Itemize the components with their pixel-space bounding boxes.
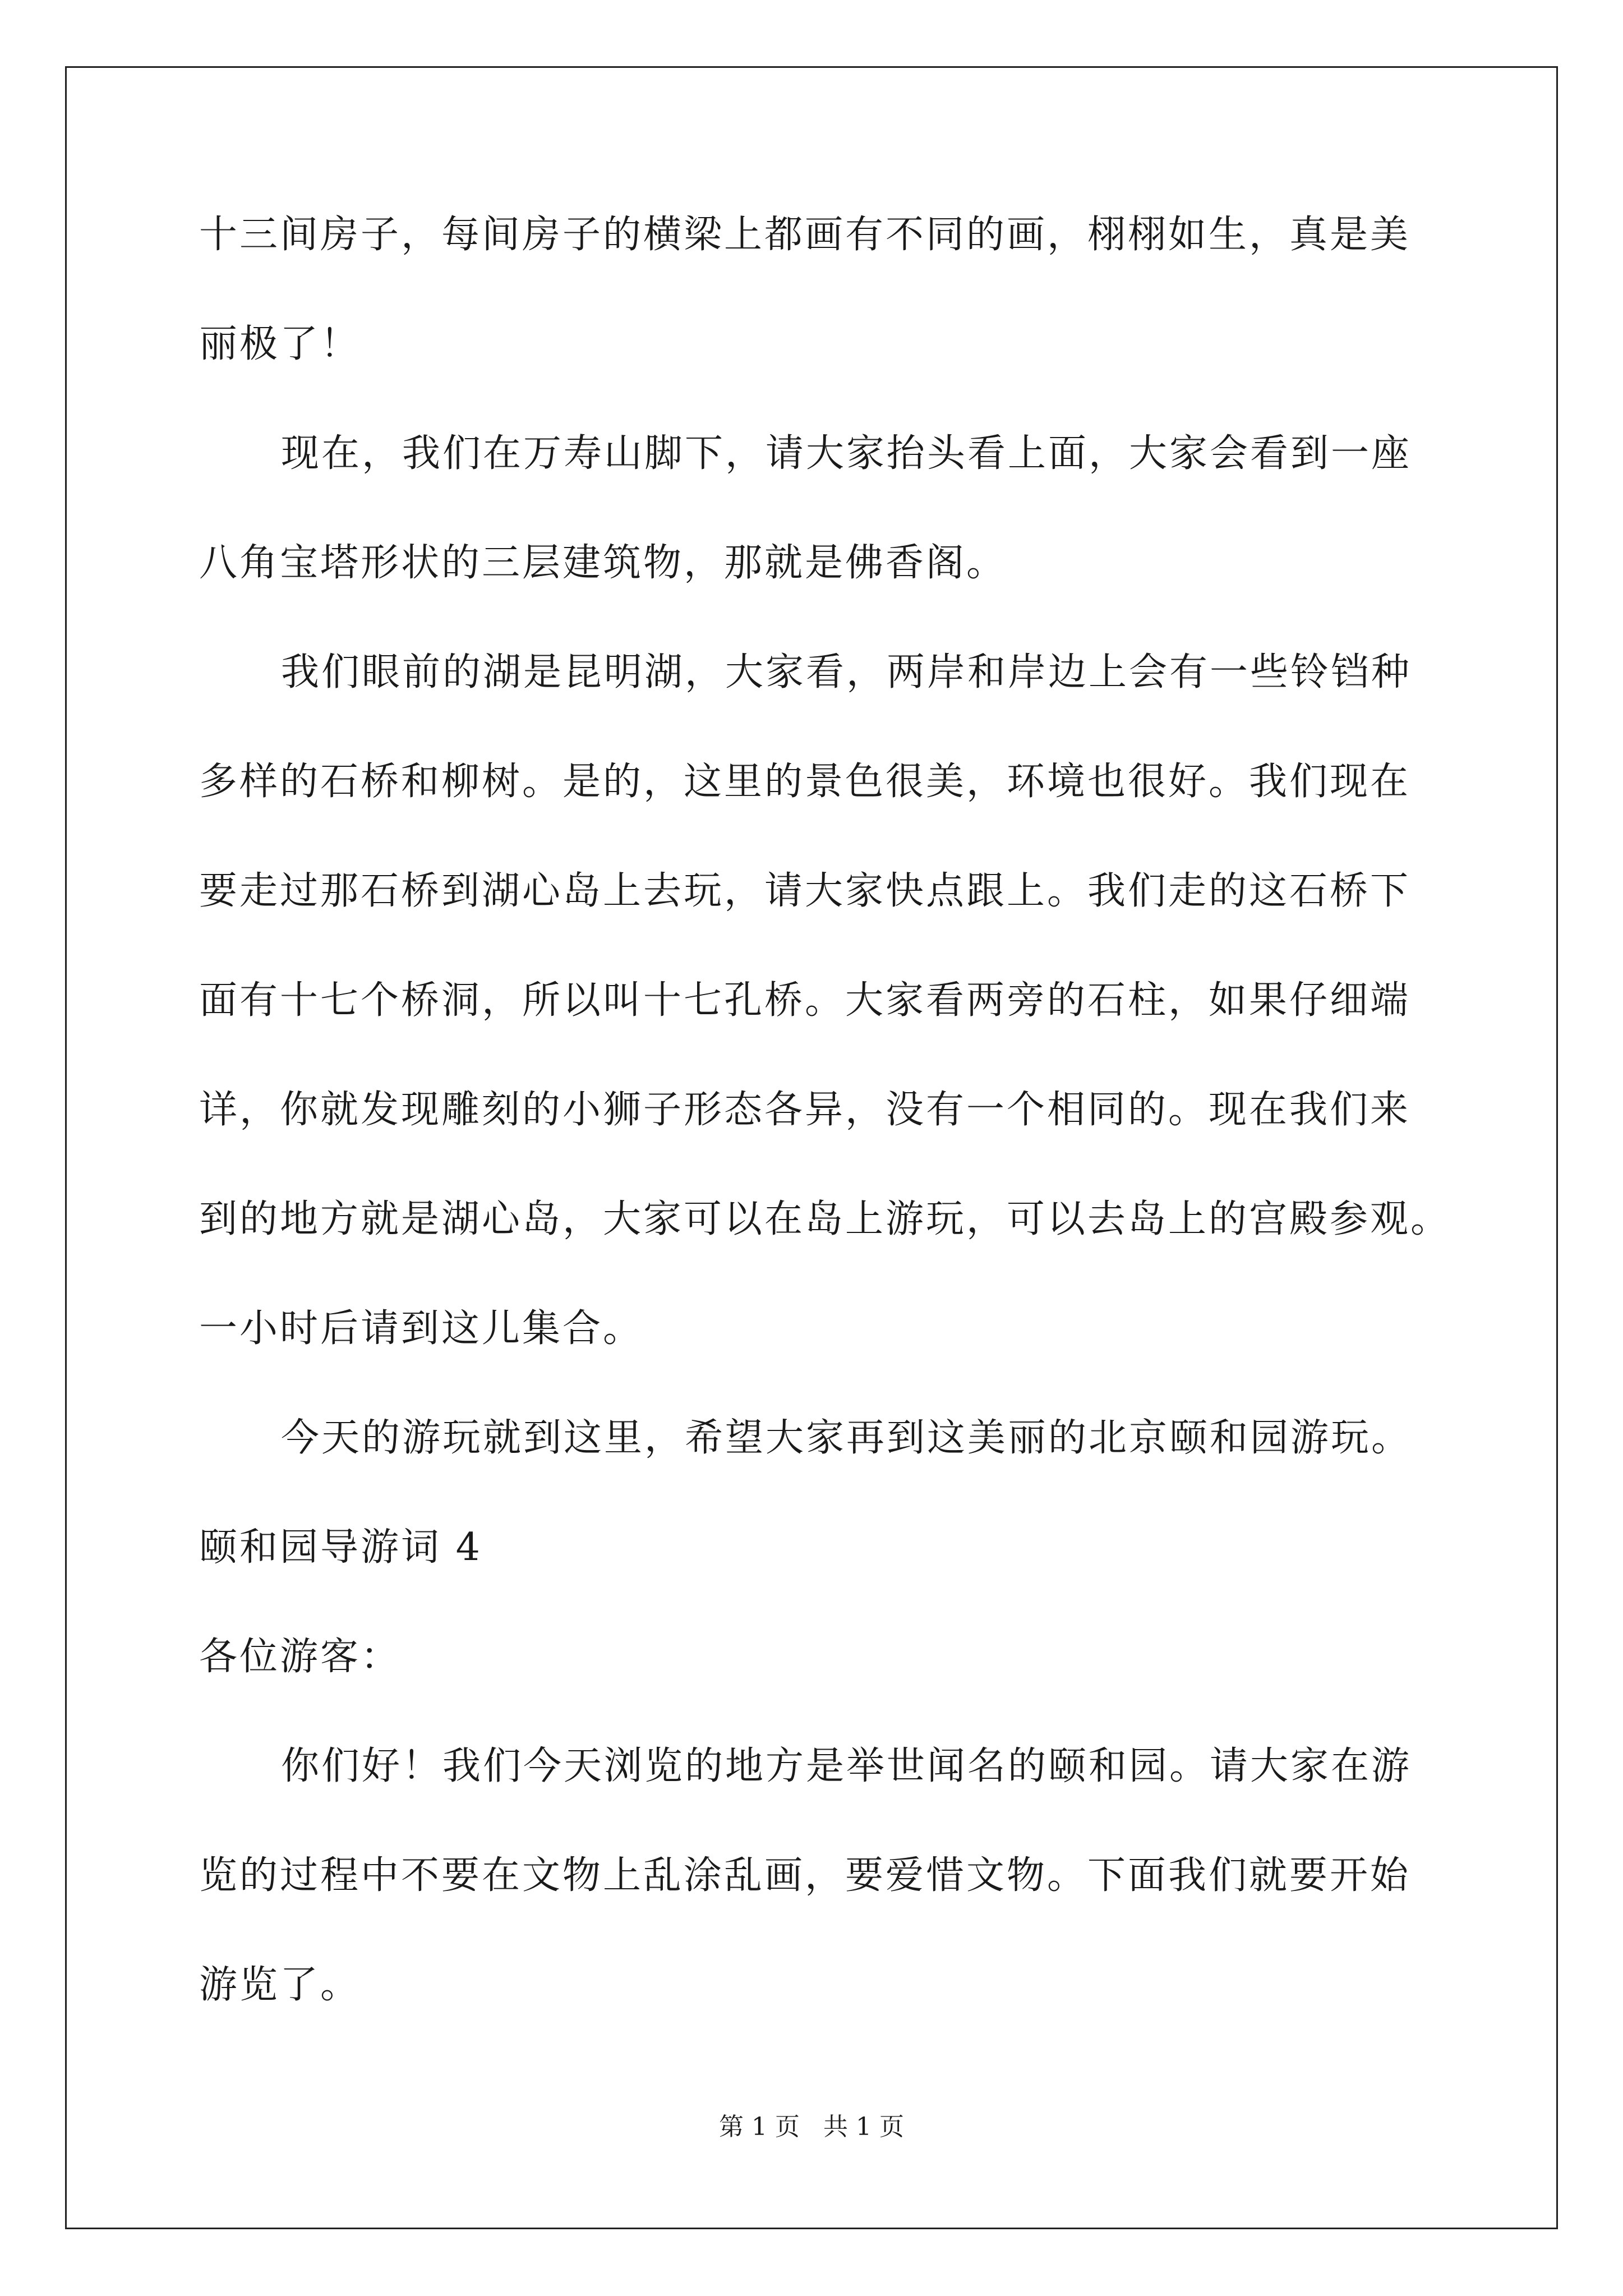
- document-body: [199, 213, 1489, 2076]
- text-line: 览的过程中不要在文物上乱涂乱画，要爱惜文物。下面我们就要开始: [199, 1853, 1411, 1898]
- text-line: 要走过那石桥到湖心岛上去玩，请大家快点跟上。我们走的这石桥下: [199, 869, 1411, 913]
- text-line: 一小时后请到这儿集合。: [199, 1306, 644, 1351]
- paragraph-start-line: 现在，我们在万寿山脚下，请大家抬头看上面，大家会看到一座: [281, 431, 1412, 476]
- text-line: 丽极了！: [199, 322, 361, 366]
- section-heading: 颐和园导游词 4: [199, 1525, 482, 1570]
- text-line: 详，你就发现雕刻的小狮子形态各异，没有一个相同的。现在我们来: [199, 1088, 1411, 1132]
- text-line: 游览了。: [199, 1963, 361, 2007]
- text-line: 到的地方就是湖心岛，大家可以在岛上游玩，可以去岛上的宫殿参观。: [199, 1197, 1451, 1241]
- salutation-line: 各位游客：: [199, 1635, 402, 1679]
- paragraph-start-line: 今天的游玩就到这里，希望大家再到这美丽的北京颐和园游玩。: [281, 1416, 1412, 1460]
- text-line: 八角宝塔形状的三层建筑物，那就是佛香阁。: [199, 541, 1007, 585]
- paragraph-start-line: 我们眼前的湖是昆明湖，大家看，两岸和岸边上会有一些铃铛种: [281, 650, 1412, 694]
- text-line: 多样的石桥和柳树。是的，这里的景色很美，环境也很好。我们现在: [199, 760, 1411, 804]
- text-line: 十三间房子，每间房子的横梁上都画有不同的画，栩栩如生，真是美: [199, 213, 1411, 257]
- paragraph-start-line: 你们好！我们今天浏览的地方是举世闻名的颐和园。请大家在游: [281, 1744, 1412, 1788]
- text-line: 面有十七个桥洞，所以叫十七孔桥。大家看两旁的石柱，如果仔细端: [199, 978, 1411, 1023]
- page-number-footer: 第 1 页 共 1 页: [719, 2113, 904, 2141]
